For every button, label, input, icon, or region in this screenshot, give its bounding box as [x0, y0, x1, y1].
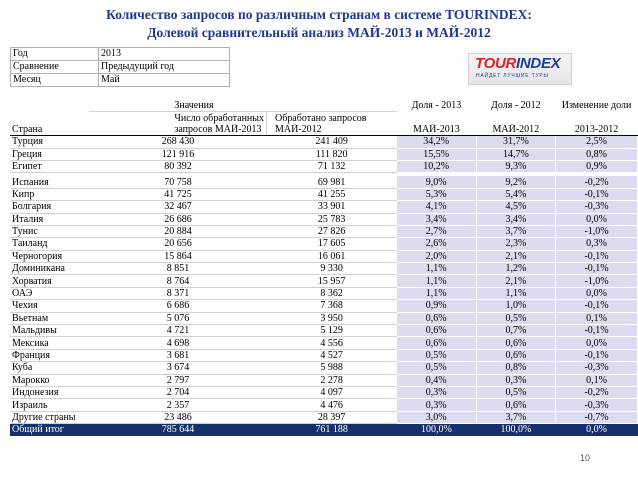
table-row	[10, 374, 638, 386]
header-row-1	[10, 100, 638, 112]
requests-2013-cell: 8 371	[89, 287, 266, 299]
share-change-cell: 2,5%	[556, 136, 638, 148]
parameters-table	[10, 47, 230, 87]
country-cell: Египет	[10, 160, 89, 172]
share-change-cell: -0,3%	[556, 201, 638, 213]
header-share-change: Изменение доли	[556, 100, 638, 112]
share-change-cell: 0,9%	[556, 160, 638, 172]
table-row	[10, 188, 638, 200]
total-s13: 100,0%	[397, 424, 476, 436]
table-row	[10, 250, 638, 262]
country-cell: Хорватия	[10, 275, 89, 287]
requests-2012-cell: 3 950	[267, 312, 397, 324]
share-2012-cell: 3,4%	[476, 213, 555, 225]
share-2012-cell: 5,4%	[476, 188, 555, 200]
requests-2013-cell: 121 916	[89, 148, 266, 160]
param-key: Месяц	[11, 74, 99, 87]
share-change-cell: 0,0%	[556, 213, 638, 225]
requests-2012-cell: 28 397	[267, 411, 397, 423]
share-change-cell: -0,1%	[556, 250, 638, 262]
share-2013-cell: 4,1%	[397, 201, 476, 213]
share-change-cell: -0,3%	[556, 399, 638, 411]
tourindex-logo	[468, 53, 572, 85]
requests-2012-cell: 5 129	[267, 325, 397, 337]
share-2012-cell: 4,5%	[476, 201, 555, 213]
requests-2013-cell: 8 764	[89, 275, 266, 287]
header-share-2012: Доля - 2012	[476, 100, 555, 112]
page-title	[0, 6, 638, 42]
share-2013-cell: 0,6%	[397, 325, 476, 337]
share-change-cell: -0,1%	[556, 349, 638, 361]
requests-2013-cell: 15 864	[89, 250, 266, 262]
share-2013-cell: 2,0%	[397, 250, 476, 262]
share-change-cell: -1,0%	[556, 225, 638, 237]
requests-2012-cell: 9 330	[267, 263, 397, 275]
total-s12: 100,0%	[476, 424, 555, 436]
table-row	[10, 225, 638, 237]
header-share-2013-b: МАЙ-2013	[397, 124, 476, 136]
header-row-3	[10, 124, 638, 136]
share-2013-cell: 9,0%	[397, 176, 476, 188]
requests-2012-cell: 16 061	[267, 250, 397, 262]
share-2013-cell: 0,4%	[397, 374, 476, 386]
share-change-cell: 0,0%	[556, 337, 638, 349]
param-key: Год	[11, 48, 99, 61]
country-cell: Черногория	[10, 250, 89, 262]
requests-2012-cell: 5 988	[267, 362, 397, 374]
requests-2013-cell: 6 686	[89, 300, 266, 312]
share-2013-cell: 5,3%	[397, 188, 476, 200]
total-row	[10, 424, 638, 436]
share-2012-cell: 3,7%	[476, 225, 555, 237]
share-2013-cell: 0,5%	[397, 362, 476, 374]
table-row	[10, 148, 638, 160]
share-change-cell: 0,3%	[556, 238, 638, 250]
requests-2012-cell: 69 981	[267, 176, 397, 188]
requests-2012-cell: 8 362	[267, 287, 397, 299]
requests-2012-cell: 241 409	[267, 136, 397, 148]
share-change-cell: -0,1%	[556, 188, 638, 200]
country-cell: Испания	[10, 176, 89, 188]
table-row	[10, 362, 638, 374]
header-change-b: 2013-2012	[556, 124, 638, 136]
country-cell: Куба	[10, 362, 89, 374]
requests-2012-cell: 17 605	[267, 238, 397, 250]
total-q13: 785 644	[89, 424, 266, 436]
table-row	[10, 325, 638, 337]
share-change-cell: 0,8%	[556, 148, 638, 160]
share-change-cell: 0,0%	[556, 287, 638, 299]
share-2012-cell: 1,0%	[476, 300, 555, 312]
table-row	[10, 399, 638, 411]
country-cell: Другие страны	[10, 411, 89, 423]
share-change-cell: -0,3%	[556, 362, 638, 374]
country-cell: Греция	[10, 148, 89, 160]
requests-2012-cell: 4 527	[267, 349, 397, 361]
share-2012-cell: 9,2%	[476, 176, 555, 188]
header-processed-2013-a: Число обработанных	[89, 112, 266, 124]
header-share-2013: Доля - 2013	[397, 100, 476, 112]
share-2012-cell: 31,7%	[476, 136, 555, 148]
header-row-2	[10, 112, 638, 124]
requests-2013-cell: 70 758	[89, 176, 266, 188]
share-2013-cell: 0,9%	[397, 300, 476, 312]
total-label: Общий итог	[10, 424, 89, 436]
requests-2013-cell: 20 656	[89, 238, 266, 250]
share-change-cell: 0,1%	[556, 312, 638, 324]
requests-2013-cell: 2 704	[89, 386, 266, 398]
total-chg: 0,0%	[556, 424, 638, 436]
country-cell: Вьетнам	[10, 312, 89, 324]
country-cell: Израиль	[10, 399, 89, 411]
table-row	[10, 201, 638, 213]
share-change-cell: -1,0%	[556, 275, 638, 287]
country-cell: Турция	[10, 136, 89, 148]
country-cell: Франция	[10, 349, 89, 361]
table-row	[10, 349, 638, 361]
share-2012-cell: 2,1%	[476, 275, 555, 287]
country-cell: Тунис	[10, 225, 89, 237]
table-row	[10, 275, 638, 287]
share-2012-cell: 0,6%	[476, 337, 555, 349]
requests-2013-cell: 2 797	[89, 374, 266, 386]
country-cell: Кипр	[10, 188, 89, 200]
requests-2013-cell: 268 430	[89, 136, 266, 148]
requests-2013-cell: 41 725	[89, 188, 266, 200]
table-row	[10, 213, 638, 225]
country-cell: Марокко	[10, 374, 89, 386]
header-processed-2013-b: запросов МАЙ-2013	[89, 124, 266, 136]
share-2012-cell: 1,1%	[476, 287, 555, 299]
requests-2012-cell: 15 957	[267, 275, 397, 287]
requests-2013-cell: 8 851	[89, 263, 266, 275]
table-row	[10, 263, 638, 275]
share-2013-cell: 0,6%	[397, 337, 476, 349]
share-2012-cell: 9,3%	[476, 160, 555, 172]
requests-2013-cell: 5 076	[89, 312, 266, 324]
share-2013-cell: 2,6%	[397, 238, 476, 250]
requests-2013-cell: 23 486	[89, 411, 266, 423]
country-cell: Мексика	[10, 337, 89, 349]
table-body	[10, 136, 638, 424]
requests-2013-cell: 4 698	[89, 337, 266, 349]
share-2013-cell: 0,3%	[397, 386, 476, 398]
requests-2012-cell: 25 783	[267, 213, 397, 225]
table-row	[10, 386, 638, 398]
country-cell: Мальдивы	[10, 325, 89, 337]
logo-wordmark: TOURINDEX	[475, 55, 561, 72]
requests-2013-cell: 2 357	[89, 399, 266, 411]
requests-2013-cell: 80 392	[89, 160, 266, 172]
header-share-2012-b: МАЙ-2012	[476, 124, 555, 136]
share-change-cell: -0,2%	[556, 386, 638, 398]
param-value: Предыдущий год	[99, 61, 230, 74]
header-processed-2012-b: МАЙ-2012	[267, 124, 397, 136]
title-line-1: Количество запросов по различным странам в системе TOURINDEX:	[106, 7, 532, 22]
share-2012-cell: 2,1%	[476, 250, 555, 262]
share-2012-cell: 0,3%	[476, 374, 555, 386]
requests-2012-cell: 27 826	[267, 225, 397, 237]
requests-2013-cell: 32 467	[89, 201, 266, 213]
share-change-cell: -0,7%	[556, 411, 638, 423]
header-values: Значения	[89, 100, 266, 112]
share-2012-cell: 0,5%	[476, 386, 555, 398]
param-row-comparison	[11, 61, 230, 74]
table-row	[10, 136, 638, 148]
requests-2013-cell: 3 674	[89, 362, 266, 374]
param-value: 2013	[99, 48, 230, 61]
table-row	[10, 337, 638, 349]
country-cell: Доминикана	[10, 263, 89, 275]
requests-2012-cell: 7 368	[267, 300, 397, 312]
share-change-cell: -0,1%	[556, 300, 638, 312]
share-2012-cell: 1,2%	[476, 263, 555, 275]
param-key: Сравнение	[11, 61, 99, 74]
param-value: Май	[99, 74, 230, 87]
requests-2012-cell: 33 901	[267, 201, 397, 213]
share-2013-cell: 15,5%	[397, 148, 476, 160]
share-2012-cell: 14,7%	[476, 148, 555, 160]
page-number: 10	[579, 453, 590, 463]
country-cell: Чехия	[10, 300, 89, 312]
share-2013-cell: 3,0%	[397, 411, 476, 423]
share-2013-cell: 10,2%	[397, 160, 476, 172]
share-2013-cell: 2,7%	[397, 225, 476, 237]
share-2013-cell: 0,3%	[397, 399, 476, 411]
requests-2012-cell: 111 820	[267, 148, 397, 160]
table-row	[10, 238, 638, 250]
logo-tagline: НАЙДЕТ ЛУЧШИЕ ТУРЫ	[476, 73, 549, 79]
share-2013-cell: 1,1%	[397, 287, 476, 299]
param-row-month	[11, 74, 230, 87]
country-cell: Индонезия	[10, 386, 89, 398]
requests-2013-cell: 3 681	[89, 349, 266, 361]
share-2012-cell: 2,3%	[476, 238, 555, 250]
requests-2013-cell: 4 721	[89, 325, 266, 337]
requests-2012-cell: 4 476	[267, 399, 397, 411]
table-row	[10, 411, 638, 423]
table-row	[10, 300, 638, 312]
share-2012-cell: 0,7%	[476, 325, 555, 337]
header-country: Страна	[10, 124, 89, 136]
share-2013-cell: 1,1%	[397, 275, 476, 287]
country-cell: ОАЭ	[10, 287, 89, 299]
table-row	[10, 312, 638, 324]
table-row	[10, 160, 638, 172]
share-2012-cell: 0,6%	[476, 399, 555, 411]
share-2013-cell: 34,2%	[397, 136, 476, 148]
requests-2012-cell: 41 255	[267, 188, 397, 200]
requests-2012-cell: 71 132	[267, 160, 397, 172]
param-row-year	[11, 48, 230, 61]
country-cell: Таиланд	[10, 238, 89, 250]
table-row	[10, 176, 638, 188]
requests-2012-cell: 2 278	[267, 374, 397, 386]
country-cell: Италия	[10, 213, 89, 225]
share-change-cell: 0,1%	[556, 374, 638, 386]
requests-2013-cell: 26 686	[89, 213, 266, 225]
requests-2013-cell: 20 884	[89, 225, 266, 237]
header-processed-2012-a: Обработано запросов	[267, 112, 397, 124]
share-2012-cell: 0,8%	[476, 362, 555, 374]
requests-2012-cell: 4 556	[267, 337, 397, 349]
requests-2012-cell: 4 097	[267, 386, 397, 398]
share-change-cell: -0,1%	[556, 325, 638, 337]
share-2013-cell: 0,6%	[397, 312, 476, 324]
requests-table	[10, 100, 638, 436]
share-2013-cell: 0,5%	[397, 349, 476, 361]
share-2013-cell: 3,4%	[397, 213, 476, 225]
table-row	[10, 287, 638, 299]
title-line-2: Долевой сравнительный анализ МАЙ-2013 и МАЙ-2012	[147, 25, 491, 40]
total-q12: 761 188	[267, 424, 397, 436]
country-cell: Болгария	[10, 201, 89, 213]
share-2012-cell: 0,5%	[476, 312, 555, 324]
share-2012-cell: 0,6%	[476, 349, 555, 361]
share-2012-cell: 3,7%	[476, 411, 555, 423]
share-change-cell: -0,2%	[556, 176, 638, 188]
share-change-cell: -0,1%	[556, 263, 638, 275]
share-2013-cell: 1,1%	[397, 263, 476, 275]
